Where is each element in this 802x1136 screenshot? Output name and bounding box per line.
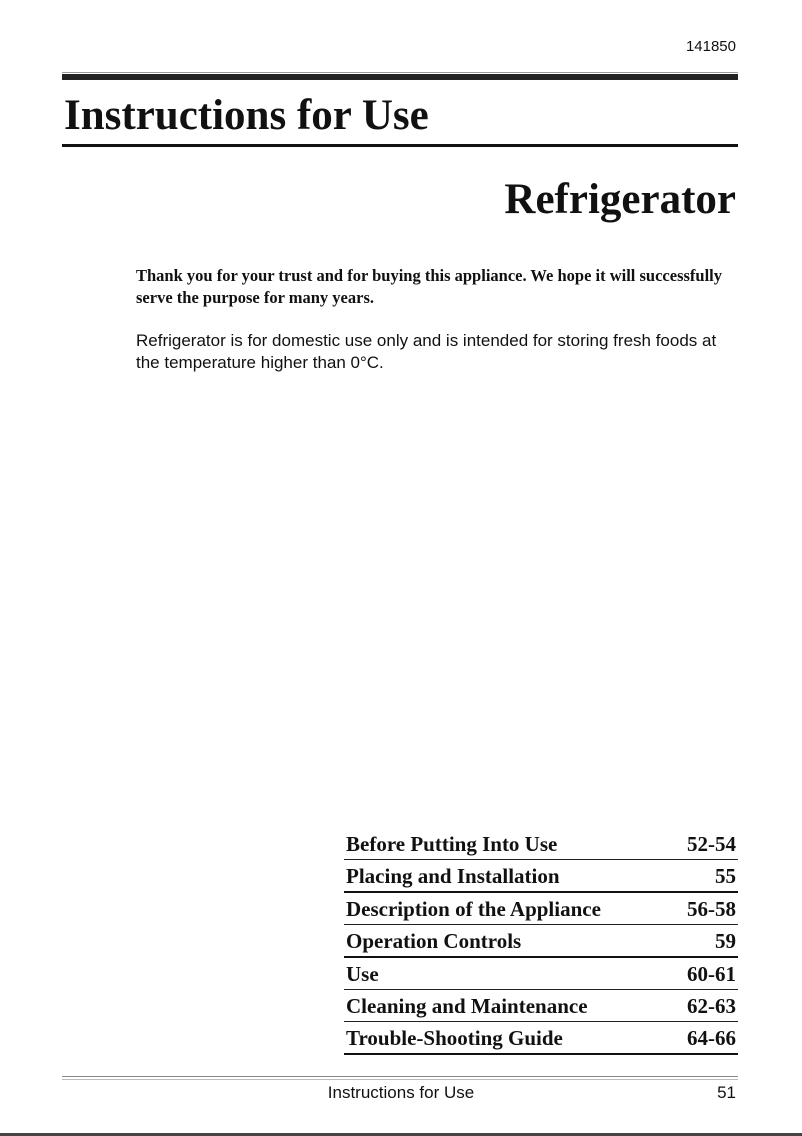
- table-of-contents: [344, 828, 738, 1055]
- toc-item-pages: 62-63: [687, 994, 736, 1018]
- toc-item-label: Trouble-Shooting Guide: [346, 1026, 563, 1050]
- toc-item-label: Cleaning and Maintenance: [346, 994, 588, 1018]
- document-number: 141850: [685, 38, 736, 55]
- header-rule: [62, 74, 738, 80]
- toc-item-pages: 55: [715, 864, 736, 888]
- toc-item-pages: 59: [715, 929, 736, 953]
- toc-item[interactable]: [344, 925, 738, 958]
- footer-title: Instructions for Use: [327, 1083, 475, 1102]
- footer-rule: [62, 1076, 738, 1077]
- toc-item-label: Before Putting Into Use: [346, 832, 558, 856]
- toc-item-label: Operation Controls: [346, 929, 522, 953]
- toc-item[interactable]: [344, 893, 738, 925]
- toc-item-pages: 56-58: [687, 897, 736, 921]
- intended-use-paragraph: Refrigerator is for domestic use only and is intended for storing fresh foods at the temperature higher than 0°C.: [136, 331, 717, 372]
- header-rule-thin: [62, 72, 738, 73]
- toc-item-label: Description of the Appliance: [346, 897, 601, 921]
- toc-item[interactable]: [344, 958, 738, 990]
- product-title: Refrigerator: [504, 176, 736, 223]
- toc-item-label: Placing and Installation: [346, 864, 560, 888]
- toc-item[interactable]: [344, 860, 738, 893]
- toc-item-label: Use: [346, 962, 379, 986]
- toc-item-pages: 60-61: [687, 962, 736, 986]
- toc-item-pages: 64-66: [687, 1026, 736, 1050]
- thank-you-paragraph: Thank you for your trust and for buying this appliance. We hope it will successfully serve the purpose for many years.: [136, 266, 723, 307]
- toc-item[interactable]: [344, 828, 738, 860]
- toc-item-pages: 52-54: [687, 832, 736, 856]
- footer-rule-secondary: [62, 1079, 738, 1080]
- toc-item[interactable]: [344, 1022, 738, 1055]
- page-title: Instructions for Use: [64, 92, 429, 139]
- page-number: 51: [717, 1083, 736, 1102]
- toc-item[interactable]: [344, 990, 738, 1022]
- title-rule: [62, 144, 738, 147]
